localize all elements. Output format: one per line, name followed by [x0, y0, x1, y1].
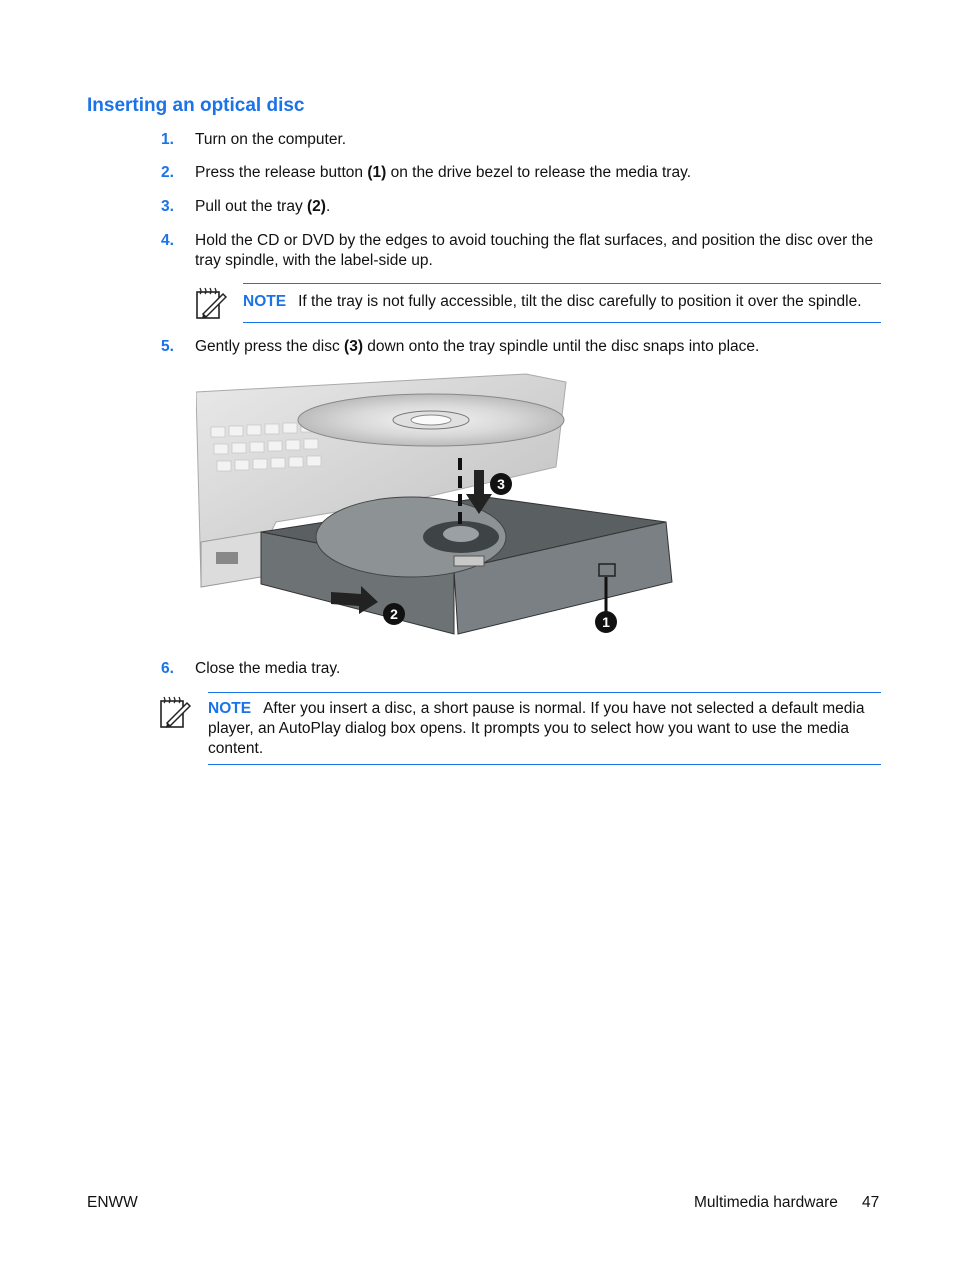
step-number: 5. — [161, 338, 174, 355]
note-label: NOTE — [243, 293, 287, 310]
step-number: 2. — [161, 164, 174, 181]
note-label: NOTE — [208, 700, 252, 717]
page-number: 47 — [862, 1194, 880, 1211]
step-text: Close the media tray. — [195, 660, 341, 677]
callout-3: 3 — [497, 476, 505, 492]
footer-section: Multimedia hardware — [694, 1194, 838, 1211]
note-box — [208, 692, 881, 765]
step-number: 1. — [161, 131, 174, 148]
step-text: Press the release button (1) on the drive bezel to release the media tray. — [195, 164, 691, 181]
callout-1: 1 — [602, 614, 610, 630]
step-text: Hold the CD or DVD by the edges to avoid touching the flat surfaces, and position the disc over the tray spindle, with the label-side up. — [195, 232, 874, 269]
notepad-pencil-icon — [195, 286, 227, 320]
note-box — [243, 283, 881, 323]
notepad-pencil-icon — [159, 695, 191, 729]
step-number: 6. — [161, 660, 174, 677]
note-text: If the tray is not fully accessible, tilt the disc carefully to position it over the spindle. — [298, 293, 862, 310]
callout-2: 2 — [390, 606, 398, 622]
step-number: 3. — [161, 198, 174, 215]
note-text: After you insert a disc, a short pause is normal. If you have not selected a default media player, an AutoPlay dialog box opens. It prompts you to select how you want to use the media content. — [208, 700, 865, 757]
step-number: 4. — [161, 232, 174, 249]
step-text: Pull out the tray (2). — [195, 198, 331, 215]
step-text: Turn on the computer. — [195, 131, 347, 148]
step-text: Gently press the disc (3) down onto the tray spindle until the disc snaps into place. — [195, 338, 760, 355]
section-heading: Inserting an optical disc — [87, 95, 305, 116]
footer-left: ENWW — [87, 1194, 138, 1211]
optical-drive-illustration — [196, 372, 676, 640]
